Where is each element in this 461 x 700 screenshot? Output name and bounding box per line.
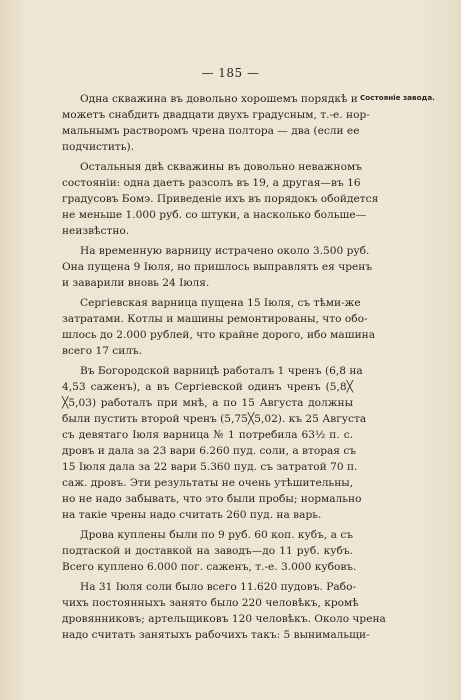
text-line: Сергiевская варница пущена 15 Iюля, съ тѣми-же	[80, 297, 361, 309]
text-line: дровъ и дала за 23 вари 6.260 пуд. соли, а вторая съ	[62, 445, 357, 457]
text-line: 15 Iюля дала за 22 вари 5.360 пуд. съ затратой 70 п.	[62, 461, 358, 473]
paragraph	[62, 159, 379, 239]
text-line: можетъ снабдить двадцати двухъ градусным, т.-е. нор-	[62, 109, 370, 121]
text-line: градусовъ Бомэ. Приведенiе ихъ въ порядокъ обойдется	[62, 193, 379, 205]
text-line: мальнымъ растворомъ чрена полтора — два (если ее	[62, 125, 360, 137]
text-line: на такiе чрены надо считать 260 пуд. на варь.	[62, 509, 322, 521]
text-line: затратами. Котлы и машины ремонтированы, что обо-	[62, 313, 368, 325]
text-line: Дрова куплены были по 9 руб. 60 коп. кубъ, а съ	[80, 529, 353, 541]
page-number: — 185 —	[201, 66, 260, 80]
paragraph	[62, 527, 357, 575]
text-line: Она пущена 9 Iюля, но пришлось выправлять ея чренъ	[62, 261, 373, 273]
text-line: Въ Богородской варницѣ работалъ 1 чренъ (6,8 на	[80, 365, 363, 377]
text-line: неизвѣстно.	[62, 225, 130, 237]
text-line: Всего куплено 6.000 пог. саженъ, т.-е. 3.000 кубовъ.	[62, 561, 357, 573]
margin-note: Состоянie завода.	[360, 93, 435, 102]
paragraph	[62, 363, 367, 523]
text-line: На временную варницу истрачено около 3.500 руб.	[80, 245, 370, 257]
paragraph	[62, 295, 376, 359]
paragraph	[62, 579, 386, 643]
text-line: 4,53 саженъ), а въ Сергiевской одинъ чренъ (5,8╳	[62, 381, 353, 393]
text-line: Остальныя двѣ скважины въ довольно неважномъ	[80, 161, 362, 173]
text-line: съ девятаго Iюля варница № 1 потребила 63½ п. с.	[62, 429, 353, 441]
text-line: саж. дровъ. Эти результаты не очень утѣшительны,	[62, 477, 354, 489]
paragraph	[62, 91, 370, 155]
body-text	[62, 91, 386, 643]
text-line: На 31 Iюля соли было всего 11.620 пудовъ. Рабо-	[80, 581, 357, 593]
text-line: ╳5,03) работалъ при мнѣ, а по 15 Августа должны	[62, 397, 353, 409]
text-line: не меньше 1.000 руб. со штуки, а насколько больше—	[62, 209, 367, 221]
paragraph	[62, 243, 373, 291]
text-line: были пустить второй чренъ (5,75╳5,02). къ 25 Августа	[62, 413, 367, 425]
text-line: чихъ постоянныхъ занято было 220 человѣкъ, кромѣ	[62, 597, 359, 609]
text-line: всего 17 силъ.	[62, 345, 143, 357]
text-line: дровянниковъ; артельщиковъ 120 человѣкъ. Около чрена	[62, 613, 386, 625]
text-line: надо считать занятыхъ рабочихъ такъ: 5 вынимальщи-	[62, 629, 370, 641]
text-line: подчистить).	[62, 141, 135, 153]
text-line: подтаской и доставкой на заводъ—до 11 руб. кубъ.	[62, 545, 353, 557]
text-line: и заварили вновь 24 Iюля.	[62, 277, 210, 289]
text-line: Одна скважина въ довольно хорошемъ порядкѣ и	[80, 93, 358, 105]
text-line: состоянiи: одна даетъ разсолъ въ 19, а другая—въ 16	[62, 177, 361, 189]
text-line: шлось до 2.000 рублей, что крайне дорого, ибо машина	[62, 329, 376, 341]
text-line: но не надо забывать, что это были пробы; нормально	[62, 493, 362, 505]
